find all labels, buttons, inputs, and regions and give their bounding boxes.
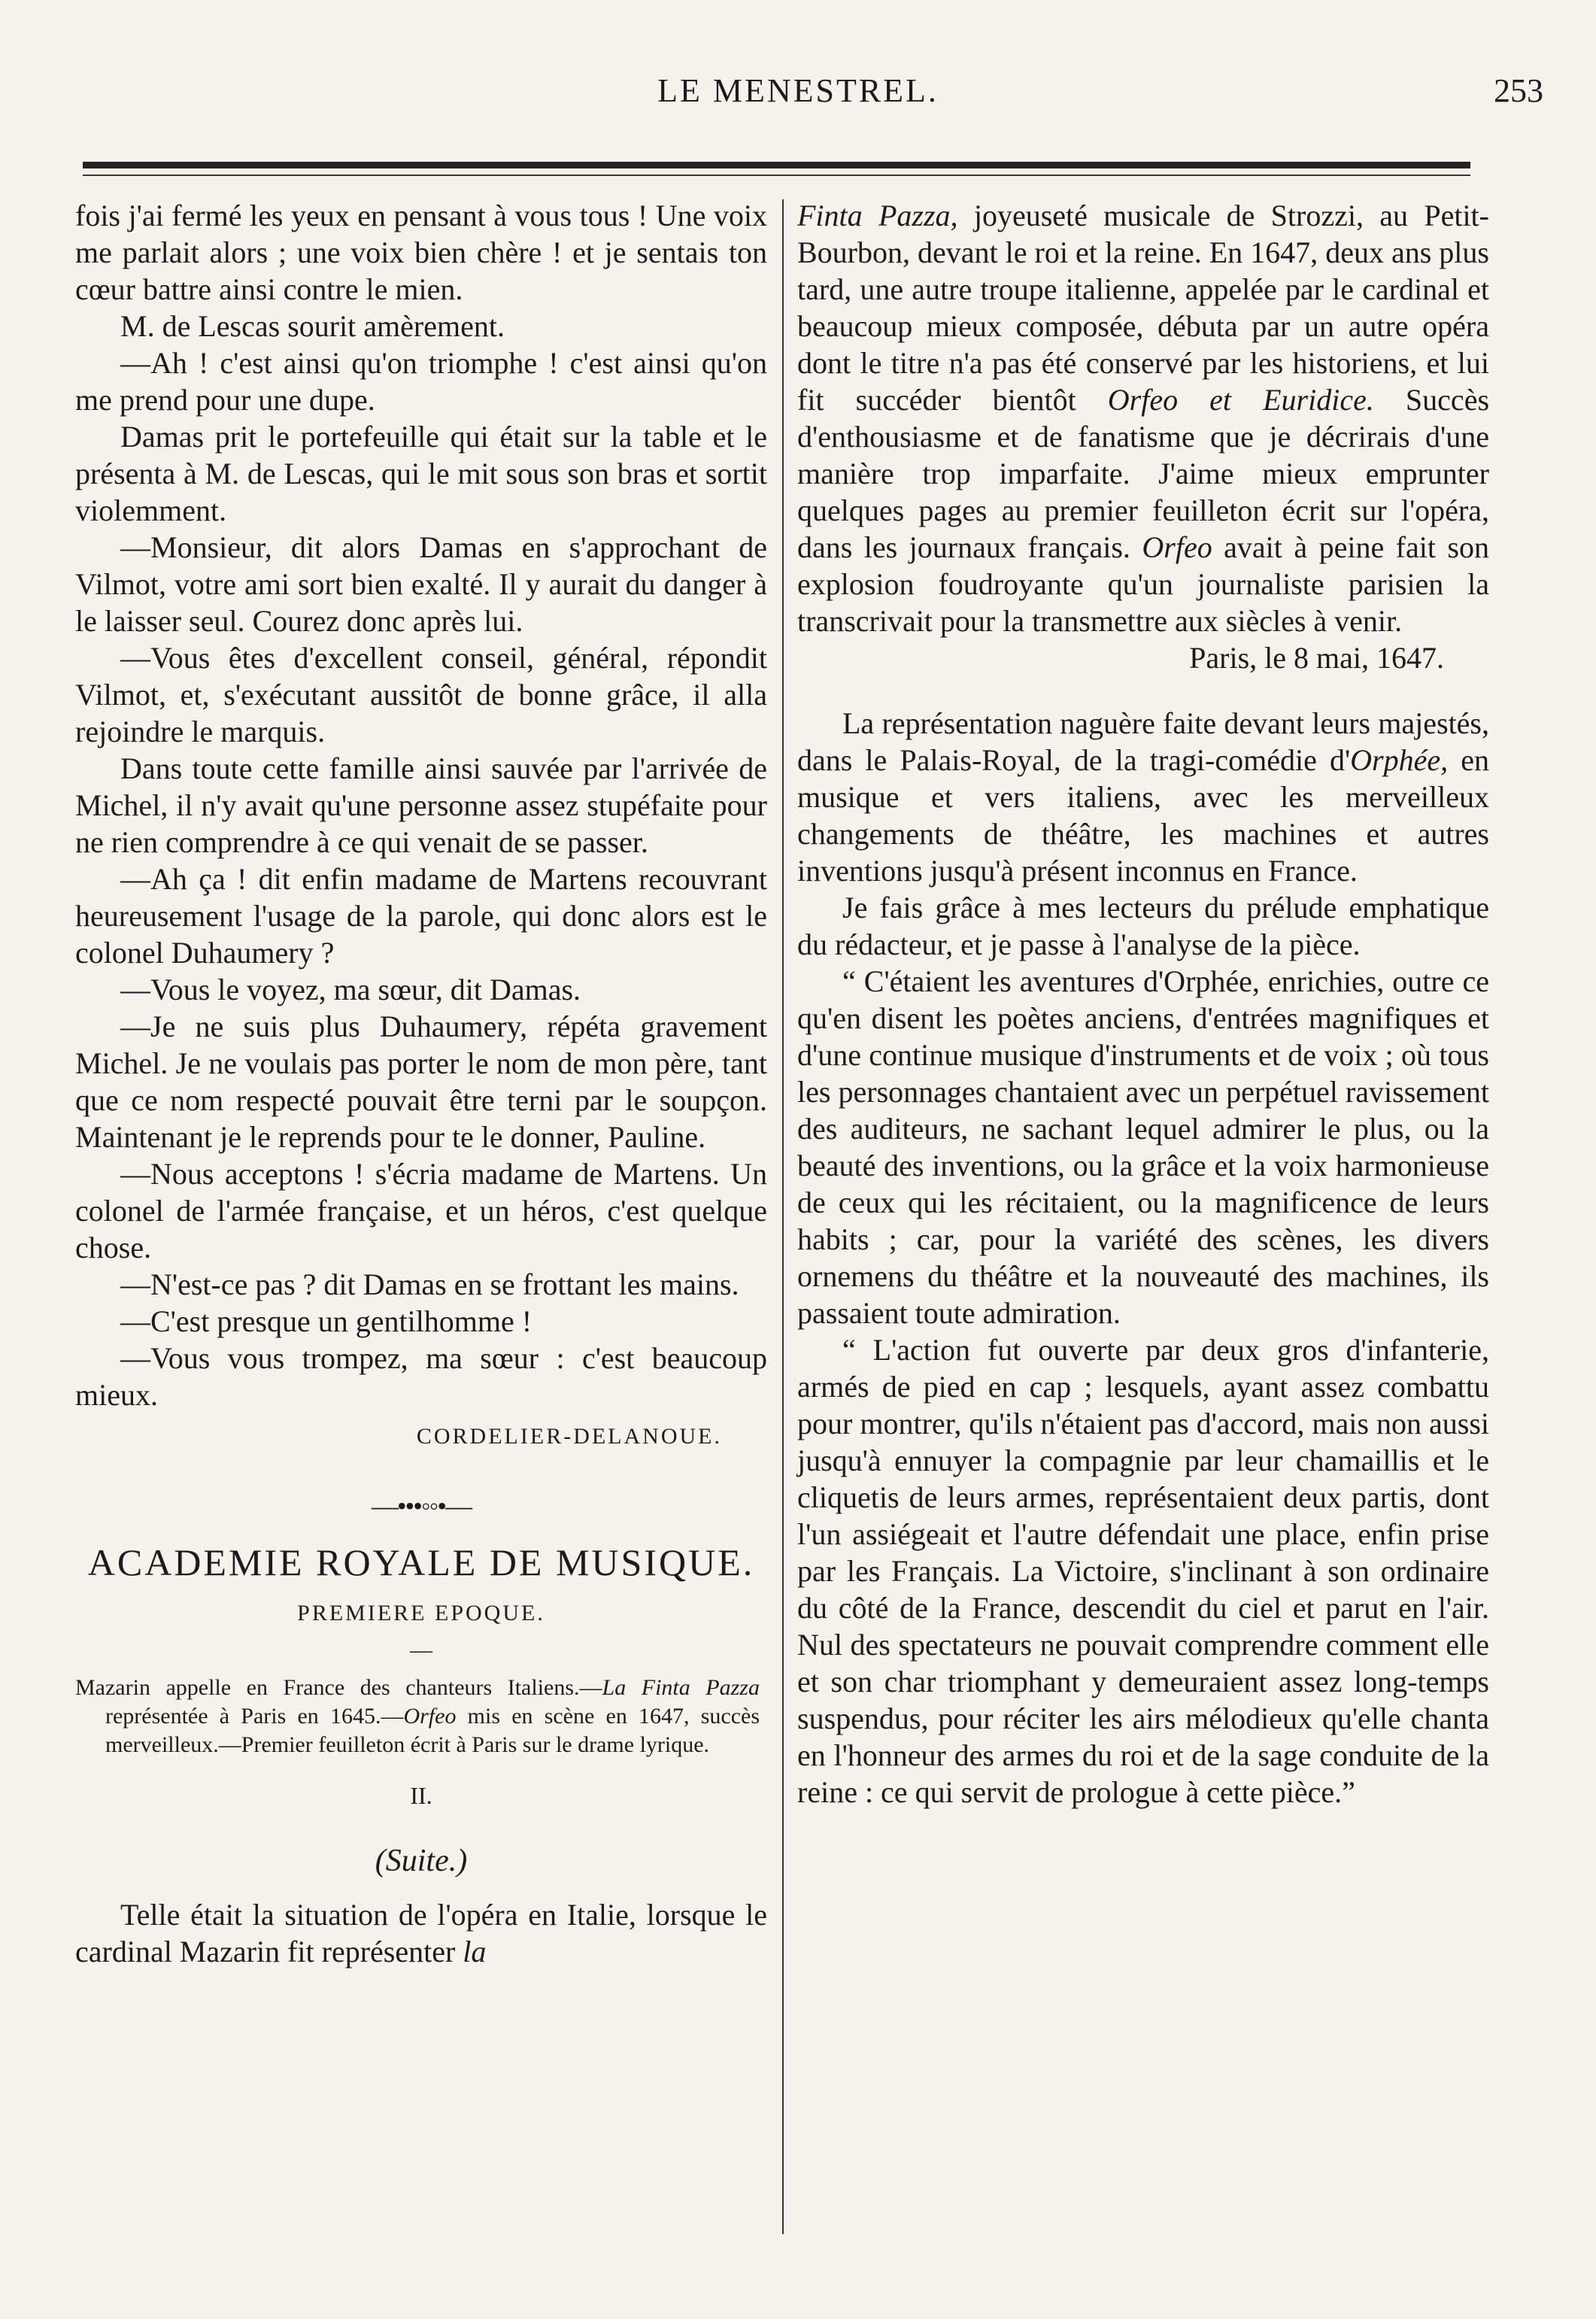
running-title: LE MENESTREL. [657,72,939,109]
right-column [797,197,1489,1811]
chapter-number: II. [410,1782,432,1809]
paragraph: —Vous le voyez, ma sœur, dit Damas. [120,973,581,1006]
paragraph: —C'est presque un gentilhomme ! [120,1304,533,1338]
suite-label: (Suite.) [375,1844,468,1878]
paragraph: Telle était la situation de l'opéra en Italie, lorsque le cardinal Mazarin fit représenter la [75,1898,767,1968]
section-ornament: —•••◦◦•— [372,1491,471,1521]
paragraph: —Ah ça ! dit enfin madame de Martens recouvrant heureusement l'usage de la parole, qui donc alors est le colonel Duhaumery ? [75,862,767,970]
paragraph: Je fais grâce à mes lecteurs du prélude emphatique du rédacteur, et je passe à l'analyse de la pièce. [797,891,1489,961]
paragraph: —Vous êtes d'excellent conseil, général, répondit Vilmot, et, s'exécutant aussitôt de bonne grâce, il alla rejoindre le marquis. [75,641,767,748]
author-signature: CORDELIER-DELANOUE. [416,1424,722,1449]
paragraph: La représentation naguère faite devant leurs majestés, dans le Palais-Royal, de la tragi-comédie d'Orphée, en musique et vers italiens, avec les merveilleux changements de théâtre, les machines et autres inventions jusqu'à présent inconnus en France. [797,706,1489,888]
paragraph: Damas prit le portefeuille qui était sur la table et le présenta à M. de Lescas, qui le mit sous son bras et sortit violemment. [75,420,767,527]
paragraph: —Ah ! c'est ainsi qu'on triomphe ! c'est ainsi qu'on me prend pour une dupe. [75,346,767,417]
paragraph: “ L'action fut ouverte par deux gros d'infanterie, armés de pied en cap ; lesquels, ayant assez combattu pour montrer, qu'ils n'étaient pas d'accord, mais non aussi jusqu'à ennuyer la compagnie par leur chamaillis et le cliquetis de leurs armes, représentaient deux partis, dont l'un assiégeait et l'autre défendait une place, enfin prise par les Français. La Victoire, s'inclinant à son ordinaire du côté de la France, descendit du ciel et parut en l'air. Nul des spectateurs ne pouvait comprendre comment elle et son char triomphant y demeuraient assez long-temps suspendus, pour réciter les airs mélodieux qu'elle chanta en l'honneur des armes du roi et de la sage conduite de la reine : ce qui servit de prologue à cette pièce.” [797,1333,1489,1809]
section-title: ACADEMIE ROYALE DE MUSIQUE. [87,1541,755,1583]
column-divider [782,199,784,2234]
page-number: 253 [1494,72,1543,109]
header-rule-thick [83,162,1470,168]
section-subtitle: PREMIERE EPOQUE. [297,1601,545,1625]
paragraph: —Je ne suis plus Duhaumery, répéta gravement Michel. Je ne voulais pas porter le nom de mon père, tant que ce nom respecté pouvait être terni par le soupçon. Maintenant je le reprends pour te le donner, Pauline. [75,1009,767,1154]
paragraph: —Vous vous trompez, ma sœur : c'est beaucoup mieux. [75,1341,767,1412]
paragraph: M. de Lescas sourit amèrement. [120,309,505,343]
paragraph: fois j'ai fermé les yeux en pensant à vous tous ! Une voix me parlait alors ; une voix bien chère ! et je sentais ton cœur battre ainsi contre le mien. [75,199,767,306]
paragraph: Finta Pazza, joyeuseté musicale de Strozzi, au Petit-Bourbon, devant le roi et la reine. En 1647, deux ans plus tard, une autre troupe italienne, appelée par le cardinal et beaucoup mieux composée, débuta par un autre opéra dont le titre n'a pas été conservé par les historiens, et lui fit succéder bientôt Orfeo et Euridice. Succès d'enthousiasme et de fanatisme que je décrirais d'une manière trop imparfaite. J'aime mieux emprunter quelques pages au premier feuilleton écrit sur l'opéra, dans les journaux français. Orfeo avait à peine fait son explosion foudroyante qu'un journaliste parisien la transcrivait pour la transmettre aux siècles à venir. [797,199,1490,638]
dateline: Paris, le 8 mai, 1647. [1189,641,1444,675]
chapter-summary: Mazarin appelle en France des chanteurs Italiens.—La Finta Pazza représentée à Paris en 1645.—Orfeo mis en scène en 1647, succès merveilleux.—Premier feuilleton écrit à Paris sur le drame lyrique. [75,1675,760,1757]
paragraph: —Monsieur, dit alors Damas en s'approchant de Vilmot, votre ami sort bien exalté. Il y aurait du danger à le laisser seul. Courez donc après lui. [75,530,767,638]
left-column [75,197,767,1970]
paragraph: —N'est-ce pas ? dit Damas en se frottant les mains. [120,1267,739,1301]
paragraph: Dans toute cette famille ainsi sauvée par l'arrivée de Michel, il n'y avait qu'une personne assez stupéfaite pour ne rien comprendre à ce qui venait de se passer. [75,751,767,859]
subtitle-dash: — [410,1638,432,1662]
header-rule-thin [83,175,1470,176]
paragraph: —Nous acceptons ! s'écria madame de Martens. Un colonel de l'armée française, et un héros, c'est quelque chose. [75,1157,767,1264]
page-header [0,71,1596,124]
paragraph: “ C'étaient les aventures d'Orphée, enrichies, outre ce qu'en disent les poètes anciens, d'entrées magnifiques et d'une continue musique d'instruments et de voix ; où tous les personnages chantaient avec un perpétuel ravissement des auditeurs, ne sachant lequel admirer le plus, ou la beauté des inventions, ou la grâce et la voix harmonieuse de ceux qui les récitaient, ou la magnificence de leurs habits ; car, pour la variété des scènes, les divers ornemens du théâtre et la nouveauté des machines, ils passaient toute admiration. [797,964,1489,1330]
